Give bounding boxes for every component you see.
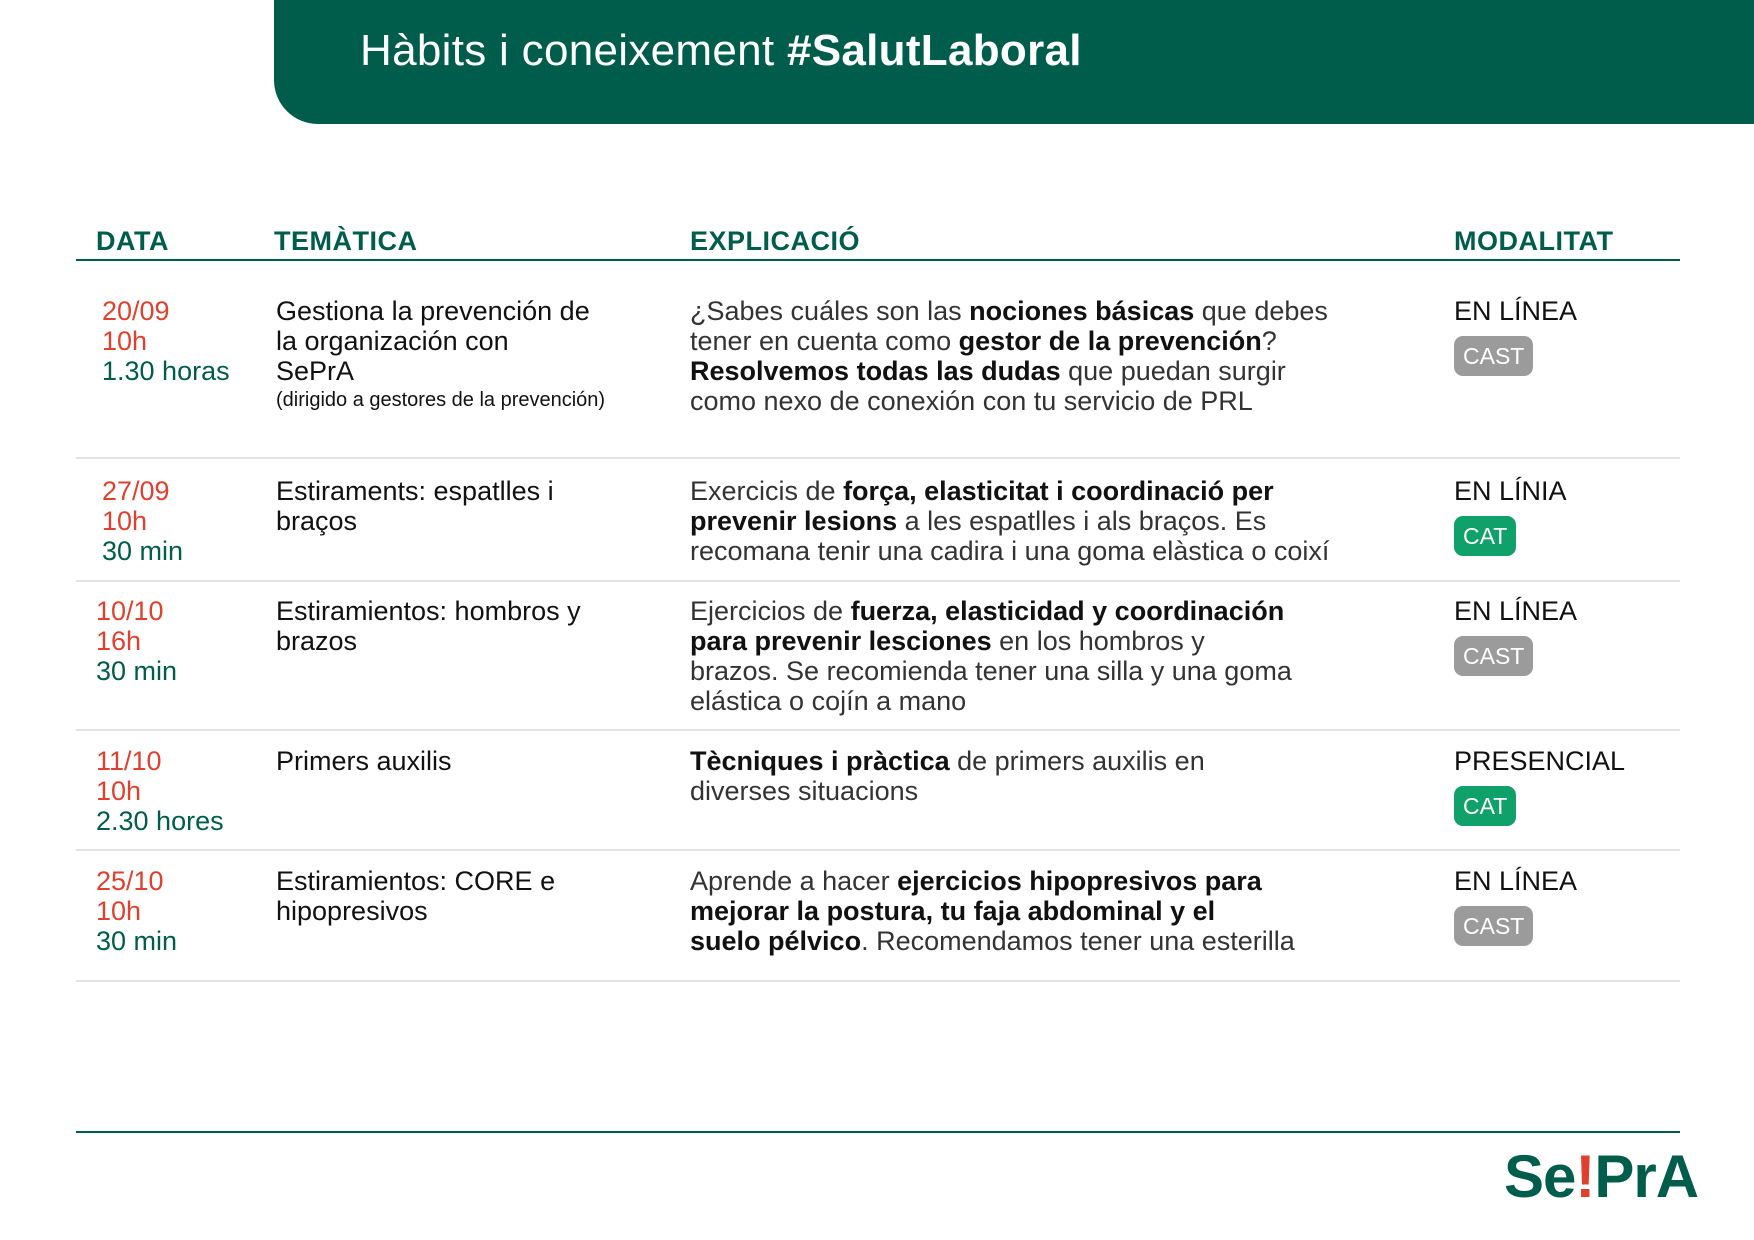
row-topic-cell [276,296,605,414]
language-badge: CAST [1454,636,1533,676]
row-divider [76,849,1680,851]
event-duration: 2.30 hores [96,806,224,836]
row-explanation-cell [690,296,1328,416]
column-header-date: DATA [96,226,169,256]
footer-divider [76,1131,1680,1133]
topic-line: Estiramientos: hombros y [276,596,581,626]
explanation-line [690,326,1328,356]
event-date: 10/10 [96,596,164,626]
language-badge: CAST [1454,906,1533,946]
explanation-line [690,386,1328,416]
explanation-highlight: mejorar la postura, tu faja abdominal y el [690,896,1216,926]
row-divider [76,457,1680,459]
logo-part1: Se [1504,1143,1576,1210]
row-divider [76,980,1680,982]
explanation-line [690,866,1295,896]
event-time: 16h [96,626,142,656]
explanation-line [690,596,1292,626]
row-topic-cell [276,866,555,926]
event-time: 10h [102,506,148,536]
explanation-line [690,626,1292,656]
event-duration: 1.30 horas [102,356,230,386]
explanation-highlight: Tècniques i pràctica [690,746,950,776]
title-light: Hàbits i coneixement [360,26,787,75]
event-modality: EN LÍNEA [1454,866,1578,896]
title-hashtag: #SalutLaboral [786,26,1082,75]
explanation-text: ¿Sabes cuáles son las [690,296,970,326]
explanation-text: recomana tenir una cadira i una goma elàstica o coixí [690,536,1330,566]
language-badge: CAT [1454,516,1516,556]
topic-line: hipopresivos [276,896,428,926]
event-time: 10h [102,326,148,356]
event-modality: PRESENCIAL [1454,746,1626,776]
explanation-highlight: gestor de la prevención [958,326,1262,356]
row-mode-cell [1454,746,1625,826]
event-date: 11/10 [96,746,162,776]
explanation-line [690,686,1292,716]
event-date: 27/09 [102,476,170,506]
explanation-line [690,896,1295,926]
explanation-text: a les espatlles i als braços. Es [897,506,1267,536]
sepra-logo [1504,1142,1698,1211]
explanation-highlight: prevenir lesions [690,506,898,536]
row-explanation-cell [690,866,1295,956]
row-date-cell [102,296,230,386]
row-topic-cell [276,596,581,656]
explanation-text: de primers auxilis en [949,746,1205,776]
row-date-cell [96,866,177,956]
event-date: 25/10 [96,866,164,896]
explanation-text: brazos. Se recomienda tener una silla y una goma [690,656,1292,686]
explanation-line [690,476,1329,506]
explanation-highlight: Resolvemos todas las dudas [690,356,1061,386]
column-header-topic: TEMÀTICA [274,226,418,256]
explanation-text: ? [1261,326,1277,356]
topic-line: Estiramientos: CORE e [276,866,556,896]
row-mode-cell [1454,476,1567,556]
topic-line: la organización con [276,326,509,356]
topic-line: brazos [276,626,358,656]
explanation-text: tener en cuenta como [690,326,959,356]
explanation-line [690,746,1205,776]
logo-part2: PrA [1594,1143,1699,1210]
row-date-cell [96,746,224,836]
header-divider [76,259,1680,261]
explanation-text: que debes [1194,296,1328,326]
event-modality: EN LÍNEA [1454,596,1578,626]
explanation-highlight: para prevenir lesciones [690,626,992,656]
language-badge: CAST [1454,336,1533,376]
page-title [360,26,1082,76]
topic-note: (dirigido a gestores de la prevención) [276,389,606,411]
event-time: 10h [96,896,142,926]
topic-line: SePrA [276,356,355,386]
row-date-cell [102,476,183,566]
event-duration: 30 min [96,656,178,686]
language-badge: CAT [1454,786,1516,826]
row-mode-cell [1454,296,1577,376]
explanation-line [690,656,1292,686]
explanation-line [690,536,1329,566]
explanation-line [690,356,1328,386]
header-banner [274,0,1754,124]
explanation-highlight: fuerza, elasticidad y coordinación [850,596,1285,626]
logo-mark: ! [1575,1143,1595,1210]
explanation-text: diverses situacions [690,776,919,806]
event-duration: 30 min [96,926,178,956]
event-date: 20/09 [102,296,170,326]
explanation-text: Exercicis de [690,476,844,506]
explanation-highlight: nociones básicas [969,296,1195,326]
explanation-text: como nexo de conexión con tu servicio de PRL [690,386,1253,416]
topic-line: Primers auxilis [276,746,452,776]
row-mode-cell [1454,866,1577,946]
explanation-highlight: suelo pélvico [690,926,862,956]
explanation-text: elástica o cojín a mano [690,686,967,716]
row-topic-cell [276,746,452,776]
explanation-text: . Recomendamos tener una esterilla [861,926,1295,956]
explanation-text: que puedan surgir [1060,356,1286,386]
explanation-highlight: força, elasticitat i coordinació per [843,476,1274,506]
column-header-mode: MODALITAT [1454,226,1614,256]
topic-line: braços [276,506,358,536]
row-explanation-cell [690,746,1205,806]
explanation-text: Aprende a hacer [690,866,898,896]
row-divider [76,580,1680,582]
row-topic-cell [276,476,554,536]
column-header-explanation: EXPLICACIÓ [690,226,861,256]
event-modality: EN LÍNEA [1454,296,1578,326]
row-date-cell [96,596,177,686]
row-divider [76,729,1680,731]
event-time: 10h [96,776,142,806]
explanation-highlight: ejercicios hipopresivos para [897,866,1262,896]
explanation-line [690,926,1295,956]
row-explanation-cell [690,476,1329,566]
event-duration: 30 min [102,536,184,566]
explanation-line [690,776,1205,806]
event-modality: EN LÍNIA [1454,476,1567,506]
explanation-line [690,506,1329,536]
row-explanation-cell [690,596,1292,716]
explanation-line [690,296,1328,326]
topic-line: Estiraments: espatlles i [276,476,554,506]
topic-line: Gestiona la prevención de [276,296,590,326]
row-mode-cell [1454,596,1577,676]
explanation-text: en los hombros y [991,626,1205,656]
explanation-text: Ejercicios de [690,596,851,626]
